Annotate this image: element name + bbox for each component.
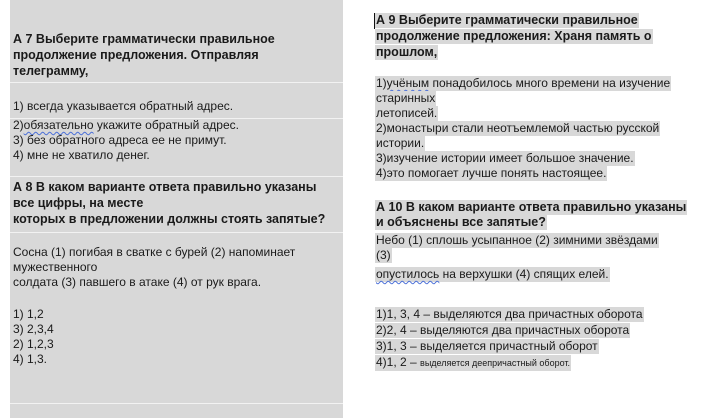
q7-title-line-1: А 7 Выберите грамматически правильное — [13, 32, 275, 46]
q10-title-line-1: А 10 В каком варианте ответа правильно указаны — [376, 200, 687, 214]
divider — [10, 82, 343, 83]
q8-text-line-2: мужественного — [13, 260, 98, 274]
q10-text-line-1: Небо (1) сплошь усыпанное (2) зимними звёздами — [376, 233, 658, 247]
spelling-underline: обязательно — [23, 118, 94, 132]
divider — [10, 232, 343, 233]
q10-text-line-3: опустилось на верхушки (4) спящих елей. — [376, 267, 609, 281]
divider — [10, 176, 343, 177]
q9-option-4: 4)это помогает лучше понять настоящее. — [376, 166, 607, 180]
q7-title-line-2: продолжение предложения. Отправляя — [13, 48, 259, 62]
q7-option-2: 2)обязательно укажите обратный адрес. — [13, 118, 239, 132]
divider — [10, 403, 343, 404]
q8-option-1: 1) 1,2 — [13, 307, 44, 321]
q10-option-1: 1)1, 3, 4 – выделяются два причастных оборота — [376, 307, 643, 321]
q8-text-line-3: солдата (3) павшего в атаке (4) от рук врага. — [13, 275, 262, 289]
q10-option-2: 2)2, 4 – выделяются два причастных оборота — [376, 323, 630, 337]
q9-title-line-1: А 9 Выберите грамматически правильное — [376, 13, 638, 27]
q8-option-2: 3) 2,3,4 — [13, 322, 54, 336]
q9-option-1-line-3: летописей. — [376, 106, 438, 120]
q8-title-line-1: А 8 В каком варианте ответа правильно указаны — [13, 180, 317, 194]
q9-option-2-line-2: истории. — [376, 136, 425, 150]
q8-title-line-2: все цифры, на месте — [13, 196, 144, 210]
q8-title-line-3: которых в предложении должны стоять запятые? — [13, 212, 326, 226]
q9-title-line-3: прошлом, — [376, 45, 438, 59]
q9-option-1: 1)учёным понадобилось много времени на изучение — [376, 76, 671, 90]
q7-title-line-3: телеграмму, — [13, 64, 89, 78]
q10-option-3: 3)1, 3 – выделяется причастный оборот — [376, 339, 598, 353]
spelling-underline: учёным — [386, 76, 430, 90]
q7-option-1: 1) всегда указывается обратный адрес. — [13, 99, 234, 113]
q9-option-2: 2)монастыри стали неотъемлемой частью русской — [376, 121, 660, 135]
spelling-underline: опустилось — [376, 267, 440, 281]
left-column — [10, 0, 343, 418]
q8-option-3: 2) 1,2,3 — [13, 337, 54, 351]
q10-option-4: 4)1, 2 – выделяется деепричастный оборот. — [376, 355, 571, 369]
q8-option-4: 4) 1,3. — [13, 352, 48, 366]
q10-text-line-2: (3) — [376, 248, 391, 262]
q7-option-3: 3) без обратного адреса ее не примут. — [13, 133, 227, 147]
q10-title-line-2: и объяснены все запятые? — [376, 215, 546, 229]
q9-option-3: 3)изучение истории имеет большое значение. — [376, 151, 634, 165]
q9-title-line-2: продолжение предложения: Храня память о — [376, 29, 652, 43]
q7-option-4: 4) мне не хватило денег. — [13, 148, 150, 162]
q8-text-line-1: Сосна (1) погибая в сватке с бурей (2) напоминает — [13, 245, 296, 259]
q9-option-1-line-2: старинных — [376, 91, 436, 105]
